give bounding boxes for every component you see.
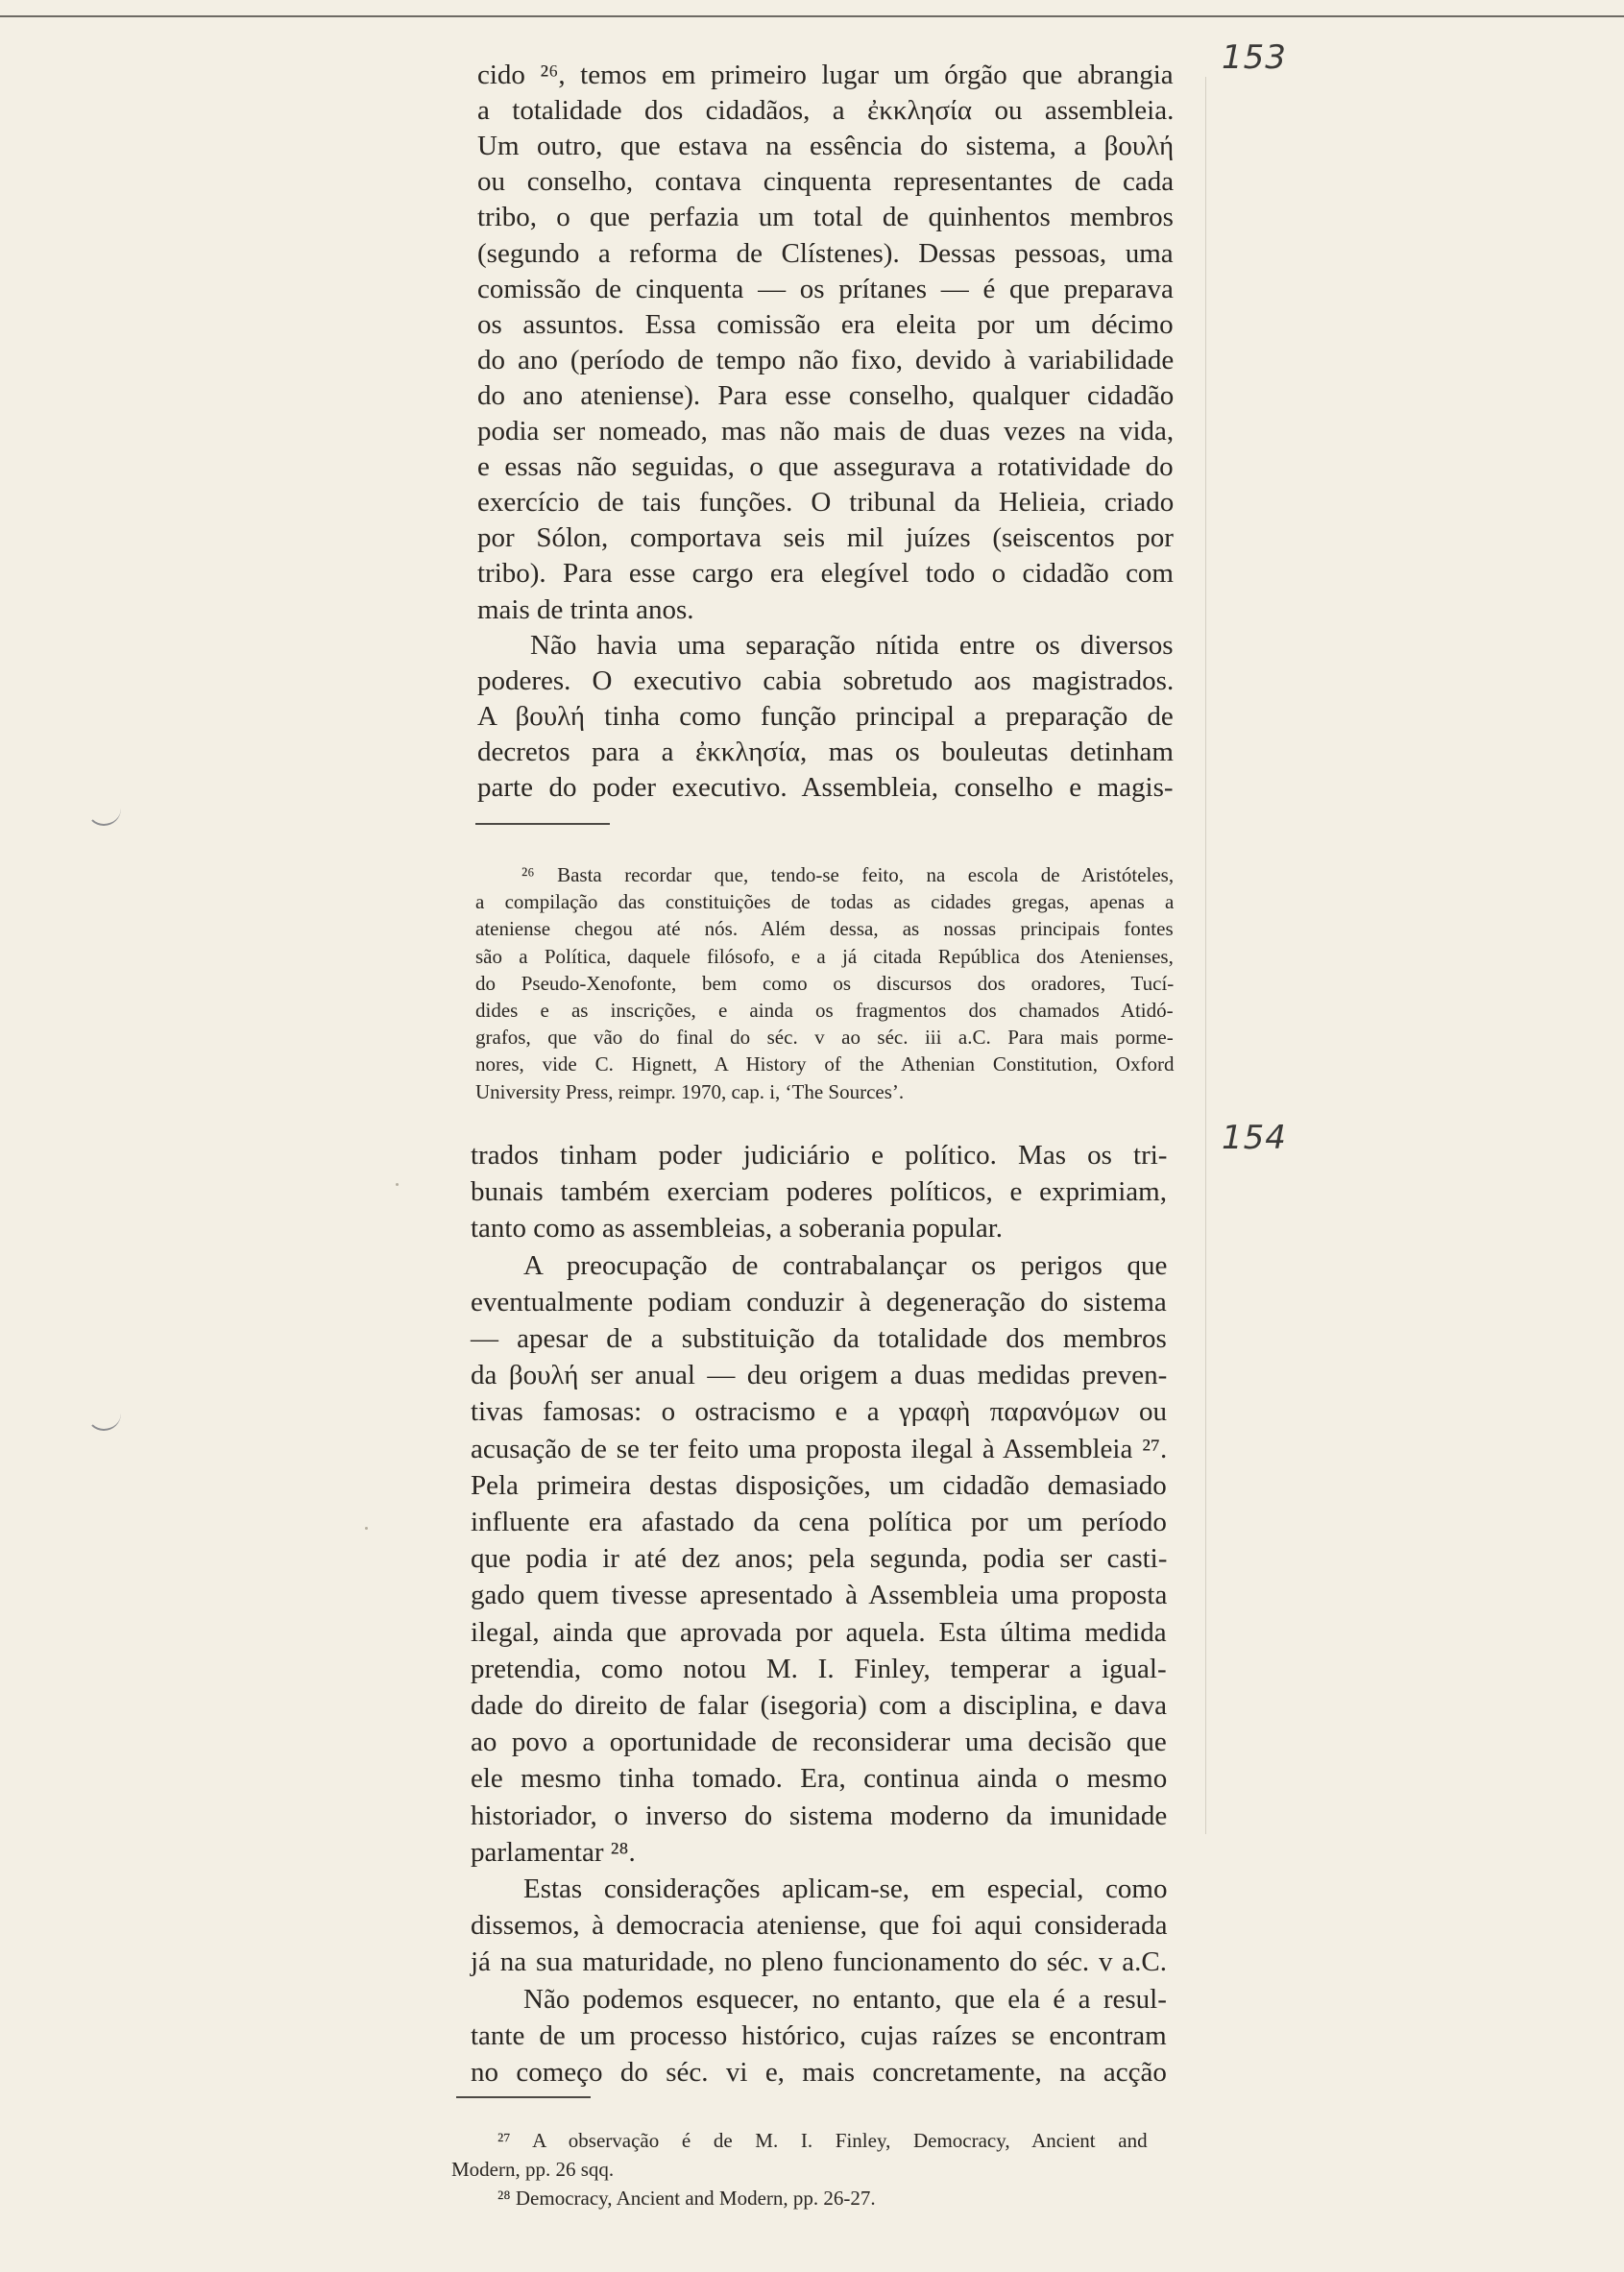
body-line: no começo do séc. vi e, mais concretamente, na acção [471, 2057, 1167, 2088]
body-line: historiador, o inverso do sistema moderno da imunidade [471, 1800, 1168, 1831]
footnote-rule [475, 823, 610, 825]
body-line: tanto como as assembleias, a soberania popular. [471, 1213, 1004, 1245]
body-line: parlamentar ²⁸. [471, 1836, 636, 1868]
body-line: decretos para a ἐκκλησία, mas os bouleutas detinham [477, 736, 1174, 767]
body-line: cido ²⁶, temos em primeiro lugar um órgão que abrangia [477, 60, 1174, 90]
footnote-line: são a Política, daquele filósofo, e a já citada República dos Atenienses, [475, 944, 1174, 968]
footnote-line: ²⁸ Democracy, Ancient and Modern, pp. 26-27. [497, 2187, 876, 2210]
body-line: mais de trinta anos. [477, 593, 694, 625]
body-line: tribo). Para esse cargo era elegível todo o cidadão com [477, 558, 1174, 590]
footnote-line: do Pseudo-Xenofonte, bem como os discursos dos oradores, Tucí- [475, 971, 1175, 995]
body-line: ao povo a oportunidade de reconsiderar uma decisão que [471, 1727, 1167, 1758]
body-line: Estas considerações aplicam-se, em especial, como [523, 1873, 1168, 1904]
body-line: influente era afastado da cena política por um período [471, 1507, 1167, 1537]
body-line: trados tinham poder judiciário e político. Mas os tri- [471, 1140, 1168, 1171]
body-line: dissemos, à democracia ateniense, que foi aqui considerada [471, 1910, 1168, 1942]
body-line: por Sólon, comportava seis mil juízes (seiscentos por [477, 522, 1174, 554]
body-line: do ano (período de tempo não fixo, devido à variabilidade [477, 344, 1175, 375]
footnote-line: ateniense chegou até nós. Além dessa, as nossas principais fontes [475, 917, 1174, 941]
body-line: e essas não seguidas, o que assegurava a rotatividade do [477, 451, 1174, 483]
footnote-line: Modern, pp. 26 sqq. [451, 2158, 615, 2181]
body-line: A βουλή tinha como função principal a preparação de [477, 700, 1174, 732]
body-line: — apesar de a substituição da totalidade dos membros [471, 1323, 1167, 1354]
body-line: que podia ir até dez anos; pela segunda, podia ser casti- [471, 1543, 1168, 1575]
body-line: a totalidade dos cidadãos, a ἐκκλησία ou assembleia. [477, 95, 1175, 127]
body-line: bunais também exerciam poderes políticos, e exprimiam, [471, 1176, 1167, 1208]
footnote-line: ²⁷ A observação é de M. I. Finley, Democracy, Ancient and [497, 2129, 1148, 2152]
body-line: ilegal, ainda que aprovada por aquela. Esta última medida [471, 1616, 1167, 1648]
footnote-rule [456, 2096, 591, 2098]
body-line: os assuntos. Essa comissão era eleita por um décimo [477, 308, 1174, 340]
body-line: comissão de cinquenta — os prítanes — é que preparava [477, 273, 1174, 304]
body-line: Pela primeira destas disposições, um cidadão demasiado [471, 1469, 1167, 1501]
footnote-line: a compilação das constituições de todas as cidades gregas, apenas a [475, 890, 1175, 914]
body-line: tante de um processo histórico, cujas raízes se encontram [471, 2019, 1167, 2051]
body-line: gado quem tivesse apresentado à Assembleia uma proposta [471, 1580, 1168, 1611]
footnote-line: ²⁶ Basta recordar que, tendo-se feito, na escola de Aristóteles, [521, 863, 1175, 886]
page-number-154: 154 [1222, 1119, 1287, 1157]
body-line: podia ser nomeado, mas não mais de duas vezes na vida, [477, 416, 1175, 447]
footnote-line: dides e as inscrições, e ainda os fragmentos dos chamados Atidó- [475, 999, 1174, 1022]
scan-speck [396, 1183, 399, 1186]
body-line: (segundo a reforma de Clístenes). Dessas pessoas, uma [477, 237, 1174, 269]
body-line: Não havia uma separação nítida entre os diversos [530, 629, 1174, 661]
body-line: parte do poder executivo. Assembleia, conselho e magis- [477, 772, 1174, 803]
footnote-line: nores, vide C. Hignett, A History of the Athenian Constitution, Oxford [475, 1052, 1175, 1076]
body-line: poderes. O executivo cabia sobretudo aos magistrados. [477, 665, 1175, 696]
body-line: dade do direito de falar (isegoria) com a disciplina, e dava [471, 1690, 1167, 1721]
margin-rule [1205, 77, 1206, 1834]
page-number-153: 153 [1222, 38, 1287, 77]
body-line: Não podemos esquecer, no entanto, que ela é a resul- [523, 1983, 1167, 2015]
body-line: exercício de tais funções. O tribunal da Helieia, criado [477, 487, 1175, 519]
scan-top-edge-line [0, 15, 1624, 17]
binding-hole-mark [86, 1412, 121, 1431]
body-line: acusação de se ter feito uma proposta ilegal à Assembleia ²⁷. [471, 1433, 1168, 1464]
body-line: ele mesmo tinha tomado. Era, continua ainda o mesmo [471, 1763, 1168, 1795]
body-line: pretendia, como notou M. I. Finley, temperar a igual- [471, 1653, 1167, 1684]
body-line: eventualmente podiam conduzir à degeneração do sistema [471, 1286, 1167, 1317]
body-line: da βουλή ser anual — deu origem a duas medidas preven- [471, 1360, 1168, 1391]
body-line: ou conselho, contava cinquenta representantes de cada [477, 166, 1175, 198]
footnote-line: grafos, que vão do final do séc. v ao séc. iii a.C. Para mais porme- [475, 1026, 1174, 1050]
body-line: tribo, o que perfazia um total de quinhentos membros [477, 202, 1174, 233]
body-line: já na sua maturidade, no pleno funcionamento do séc. v a.C. [471, 1946, 1168, 1978]
body-line: A preocupação de contrabalançar os perigos que [523, 1249, 1168, 1281]
body-line: Um outro, que estava na essência do sistema, a βουλή [477, 131, 1175, 162]
footnote-line: University Press, reimpr. 1970, cap. i, ‘The Sources’. [475, 1079, 905, 1103]
binding-hole-mark [86, 807, 121, 826]
body-line: do ano ateniense). Para esse conselho, qualquer cidadão [477, 379, 1175, 411]
scan-speck [365, 1527, 368, 1530]
body-line: tivas famosas: o ostracismo e a γραφὴ παρανόμων ou [471, 1396, 1167, 1428]
